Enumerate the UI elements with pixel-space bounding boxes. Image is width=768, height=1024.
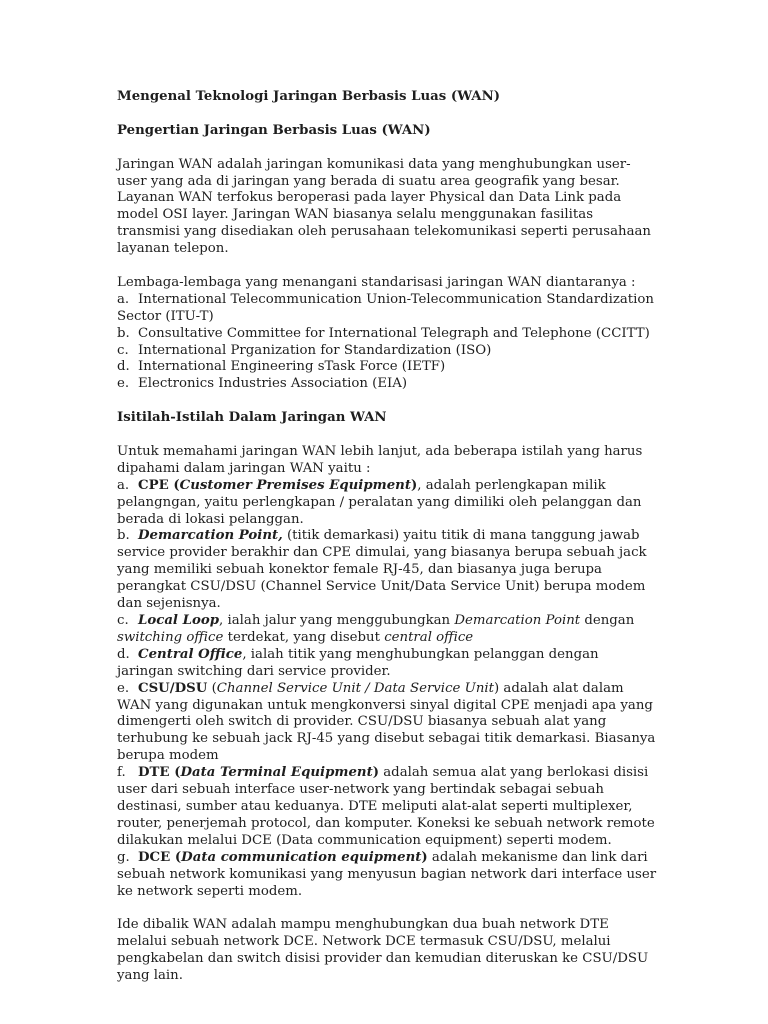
term-item-cpe: a. CPE (Customer Premises Equipment), adalah perlengkapan milik pelangngan, yaitu perlengkapan / peralatan yang dimiliki oleh pelanggan dan berada di lokasi pelanggan. bbox=[117, 477, 642, 527]
org-list bbox=[117, 292, 657, 393]
term-item-dce: g. DCE (Data communication equipment) adalah mekanisme dan link dari sebuah network komunikasi yang menyusun bagian network dari interface user ke network seperti modem. bbox=[117, 849, 657, 899]
term-item-central-office: d. Central Office, ialah titik yang menghubungkan pelanggan dengan jaringan switching dari service provider. bbox=[117, 646, 599, 679]
document-title: Mengenal Teknologi Jaringan Berbasis Luas (WAN) bbox=[117, 89, 501, 104]
closing-paragraph: Ide dibalik WAN adalah mampu menghubungkan dua buah network DTE melalui sebuah network DCE. Network DCE termasuk CSU/DSU, melalui pengkabelan dan switch disisi provider dan kemudian diteruskan ke CSU/DSU yang lain. bbox=[117, 917, 649, 984]
section-heading-istilah: Isitilah-Istilah Dalam Jaringan WAN bbox=[117, 410, 387, 426]
term-item-csu-dsu: e. CSU/DSU (Channel Service Unit / Data Service Unit) adalah alat dalam WAN yang digunakan untuk mengkonversi sinyal digital CPE menjadi apa yang dimengerti oleh switch di provider. CSU/DSU biasanya sebuah alat yang terhubung ke sebuah jack RJ-45 yang disebut sebagai titik demarkasi. Biasanya berupa modem bbox=[117, 680, 656, 764]
list-item: e. Electronics Industries Association (EIA) bbox=[117, 376, 408, 392]
paragraph-definition: Jaringan WAN adalah jaringan komunikasi data yang menghubungkan user-user yang ada di jaringan yang berada di suatu area geografik yang besar. Layanan WAN terfokus beroperasi pada layer Physical dan Data Link pada model OSI layer. Jaringan WAN biasanya selalu menggunakan fasilitas transmisi yang disediakan oleh perusahaan telekomunikasi seperti perusahaan layanan telepon. bbox=[117, 156, 651, 257]
section-heading-pengertian: Pengertian Jaringan Berbasis Luas (WAN) bbox=[117, 122, 431, 138]
term-item-local-loop: c. Local Loop, ialah jalur yang menggubungkan Demarcation Point dengan switching office terdekat, yang disebut central office bbox=[117, 613, 635, 645]
org-list-intro: Lembaga-lembaga yang menangani standarisasi jaringan WAN diantaranya : bbox=[117, 274, 636, 290]
term-item-dte: f. DTE (Data Terminal Equipment) adalah semua alat yang berlokasi disisi user dari sebuah interface user-network yang bertindak sebagai sebuah destinasi, sumber atau keduanya. DTE meliputi alat-alat seperti multiplexer, router, penerjemah protocol, dan komputer. Koneksi ke sebuah network remote dilakukan melalui DCE (Data communication equipment) seperti modem. bbox=[117, 765, 655, 848]
list-item: d. International Engineering sTask Force (IETF) bbox=[117, 359, 446, 375]
term-item-demarcation-point: b. Demarcation Point, (titik demarkasi) yaitu titik di mana tanggung jawab service provider berakhir dan CPE dimulai, yang biasanya berupa sebuah jack yang memiliki sebuah konektor female RJ-45, dan biasanya juga berupa perangkat CSU/DSU (Channel Service Unit/Data Service Unit) berupa modem dan sejenisnya. bbox=[117, 528, 647, 612]
list-item: b. Consultative Committee for International Telegraph and Telephone (CCITT) bbox=[117, 325, 650, 341]
list-item: c. International Prganization for Standardization (ISO) bbox=[117, 342, 492, 358]
list-item: a. International Telecommunication Union-Telecommunication Standardization Sector (ITU-T) bbox=[117, 291, 654, 324]
terms-list bbox=[117, 478, 657, 901]
terms-intro: Untuk memahami jaringan WAN lebih lanjut, ada beberapa istilah yang harus dipahami dalam jaringan WAN yaitu : bbox=[117, 443, 643, 476]
document-page bbox=[117, 89, 657, 985]
